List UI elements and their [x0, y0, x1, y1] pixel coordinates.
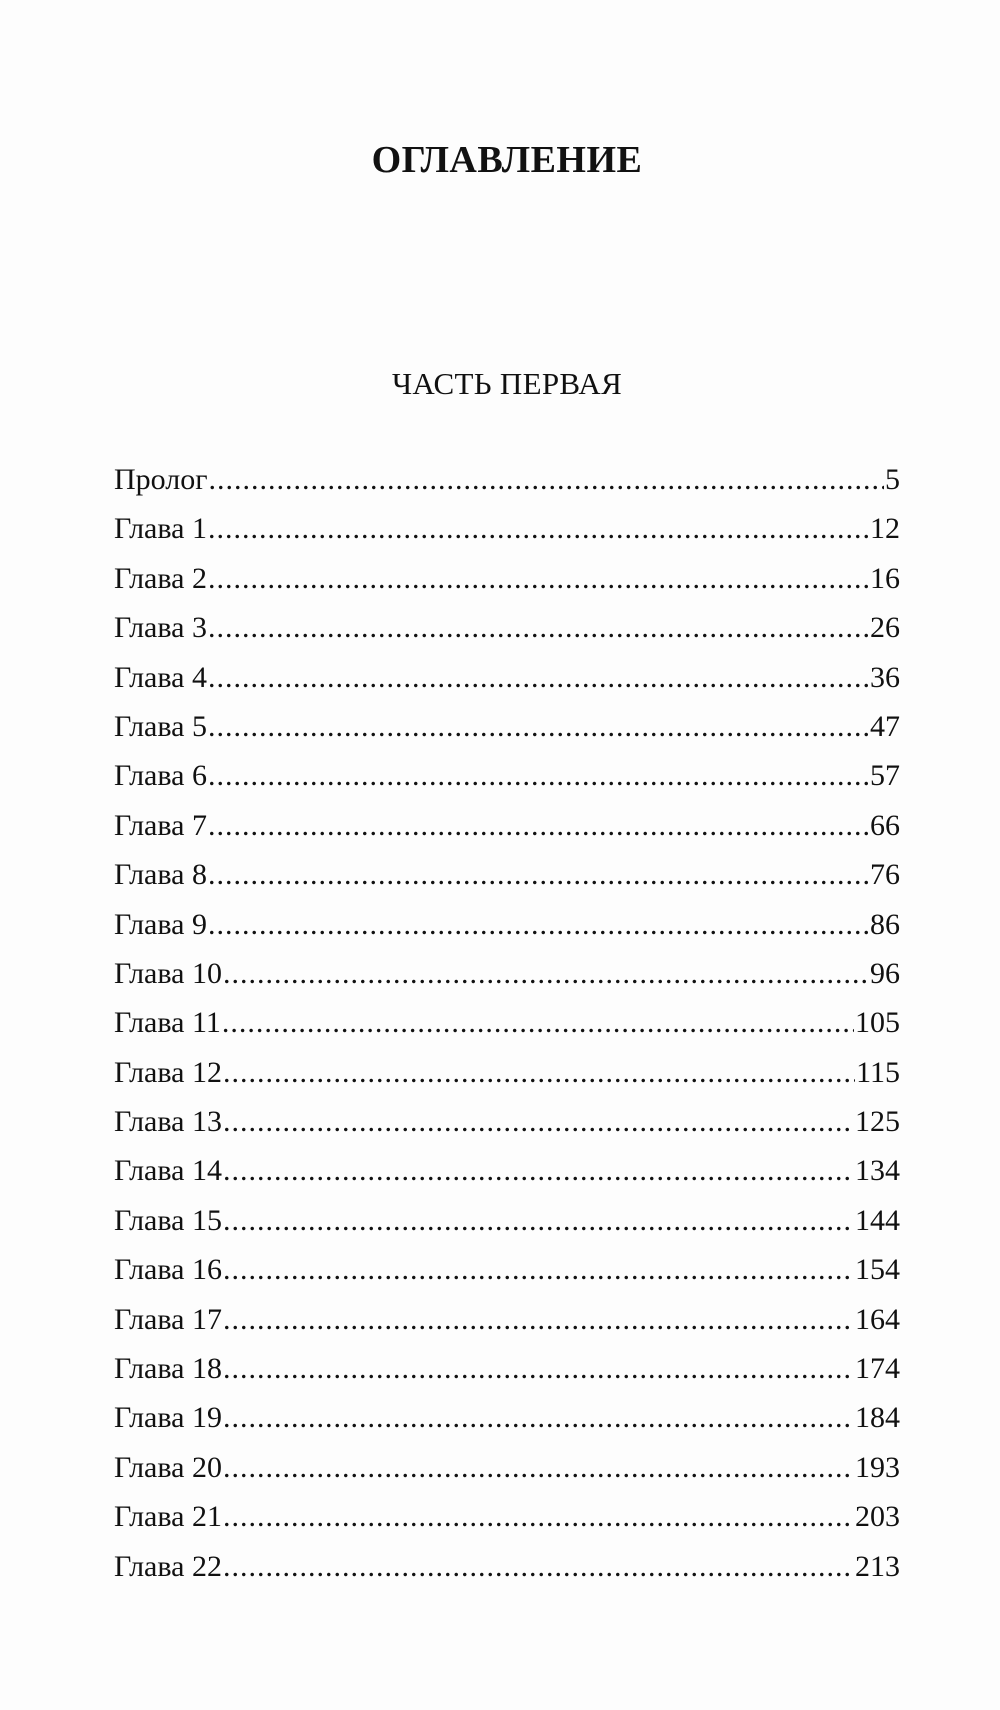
- dot-leader: [223, 1549, 854, 1585]
- toc-entry-page-number: 164: [855, 1302, 900, 1336]
- toc-entry: [114, 1450, 900, 1499]
- toc-entry: [114, 709, 900, 758]
- toc-entry-page-number: 66: [870, 808, 900, 842]
- toc-entry: [114, 462, 900, 511]
- toc-entry-label: Глава 20: [114, 1450, 222, 1484]
- toc-entry-page-number: 105: [855, 1006, 900, 1040]
- toc-entry-page-number: 154: [855, 1253, 900, 1287]
- toc-entry-label: Глава 6: [114, 759, 207, 793]
- toc-entry-page-number: 57: [870, 759, 900, 793]
- toc-entry: [114, 1203, 900, 1252]
- toc-entry: [114, 758, 900, 807]
- toc-entry-label: Глава 4: [114, 660, 207, 694]
- toc-entry-label: Глава 1: [114, 512, 207, 546]
- toc-entry-label: Глава 10: [114, 956, 222, 990]
- toc-entry-page-number: 174: [855, 1352, 900, 1386]
- dot-leader: [223, 1252, 854, 1288]
- toc-entry-page-number: 184: [855, 1401, 900, 1435]
- part-title: ЧАСТЬ ПЕРВАЯ: [391, 366, 623, 401]
- toc-entry-page-number: 26: [870, 611, 900, 645]
- toc-entry-page-number: 12: [870, 512, 900, 546]
- toc-entry-page-number: 86: [870, 907, 900, 941]
- toc-entry-page-number: 16: [870, 561, 900, 595]
- dot-leader: [208, 660, 869, 696]
- toc-entry: [114, 1400, 900, 1449]
- toc-entry-label: Глава 22: [114, 1549, 222, 1583]
- toc-entry-page-number: 96: [870, 956, 900, 990]
- toc-entry-page-number: 193: [855, 1450, 900, 1484]
- table-of-contents: [114, 462, 900, 1598]
- toc-entry-label: Глава 8: [114, 858, 207, 892]
- toc-entry: [114, 1499, 900, 1548]
- toc-entry-page-number: 36: [870, 660, 900, 694]
- toc-entry-label: Глава 17: [114, 1302, 222, 1336]
- toc-entry: [114, 1549, 900, 1598]
- toc-entry-page-number: 115: [856, 1055, 900, 1089]
- toc-entry-label: Глава 7: [114, 808, 207, 842]
- toc-entry-label: Глава 19: [114, 1401, 222, 1435]
- page-title: ОГЛАВЛЕНИЕ: [371, 139, 643, 181]
- toc-entry-label: Глава 12: [114, 1055, 222, 1089]
- toc-entry: [114, 1351, 900, 1400]
- toc-entry: [114, 956, 900, 1005]
- dot-leader: [208, 511, 869, 547]
- toc-entry-label: Глава 11: [114, 1006, 221, 1040]
- dot-leader: [222, 1005, 854, 1041]
- dot-leader: [223, 1450, 854, 1486]
- toc-entry: [114, 1005, 900, 1054]
- dot-leader: [208, 561, 869, 597]
- toc-entry-page-number: 203: [855, 1500, 900, 1534]
- dot-leader: [223, 1400, 854, 1436]
- toc-entry-label: Глава 15: [114, 1203, 222, 1237]
- dot-leader: [208, 610, 869, 646]
- dot-leader: [208, 808, 869, 844]
- toc-entry-label: Глава 14: [114, 1154, 222, 1188]
- dot-leader: [223, 1104, 854, 1140]
- dot-leader: [223, 1499, 854, 1535]
- toc-entry: [114, 561, 900, 610]
- dot-leader: [223, 1203, 854, 1239]
- toc-entry-page-number: 125: [855, 1105, 900, 1139]
- toc-entry-page-number: 134: [855, 1154, 900, 1188]
- dot-leader: [208, 709, 869, 745]
- toc-entry: [114, 1104, 900, 1153]
- toc-entry-label: Глава 5: [114, 709, 207, 743]
- toc-entry-label: Глава 16: [114, 1253, 222, 1287]
- toc-entry-label: Глава 9: [114, 907, 207, 941]
- toc-entry-page-number: 144: [855, 1203, 900, 1237]
- toc-entry-label: Глава 3: [114, 611, 207, 645]
- toc-entry-label: Глава 2: [114, 561, 207, 595]
- dot-leader: [223, 1055, 855, 1091]
- toc-entry-label: Глава 18: [114, 1352, 222, 1386]
- toc-entry: [114, 511, 900, 560]
- toc-entry: [114, 660, 900, 709]
- dot-leader: [208, 758, 869, 794]
- toc-entry: [114, 1153, 900, 1202]
- toc-entry: [114, 907, 900, 956]
- dot-leader: [208, 857, 869, 893]
- toc-entry: [114, 1252, 900, 1301]
- dot-leader: [209, 462, 884, 498]
- dot-leader: [223, 956, 869, 992]
- dot-leader: [223, 1351, 854, 1387]
- dot-leader: [223, 1153, 854, 1189]
- dot-leader: [223, 1302, 854, 1338]
- toc-entry-page-number: 213: [855, 1549, 900, 1583]
- toc-entry: [114, 610, 900, 659]
- toc-entry-page-number: 5: [885, 463, 900, 496]
- toc-entry: [114, 808, 900, 857]
- dot-leader: [208, 907, 869, 943]
- toc-entry: [114, 1302, 900, 1351]
- toc-entry-label: Глава 13: [114, 1105, 222, 1139]
- toc-entry: [114, 1055, 900, 1104]
- toc-entry: [114, 857, 900, 906]
- toc-entry-label: Пролог: [114, 463, 208, 496]
- toc-entry-page-number: 47: [870, 709, 900, 743]
- toc-entry-label: Глава 21: [114, 1500, 222, 1534]
- toc-entry-page-number: 76: [870, 858, 900, 892]
